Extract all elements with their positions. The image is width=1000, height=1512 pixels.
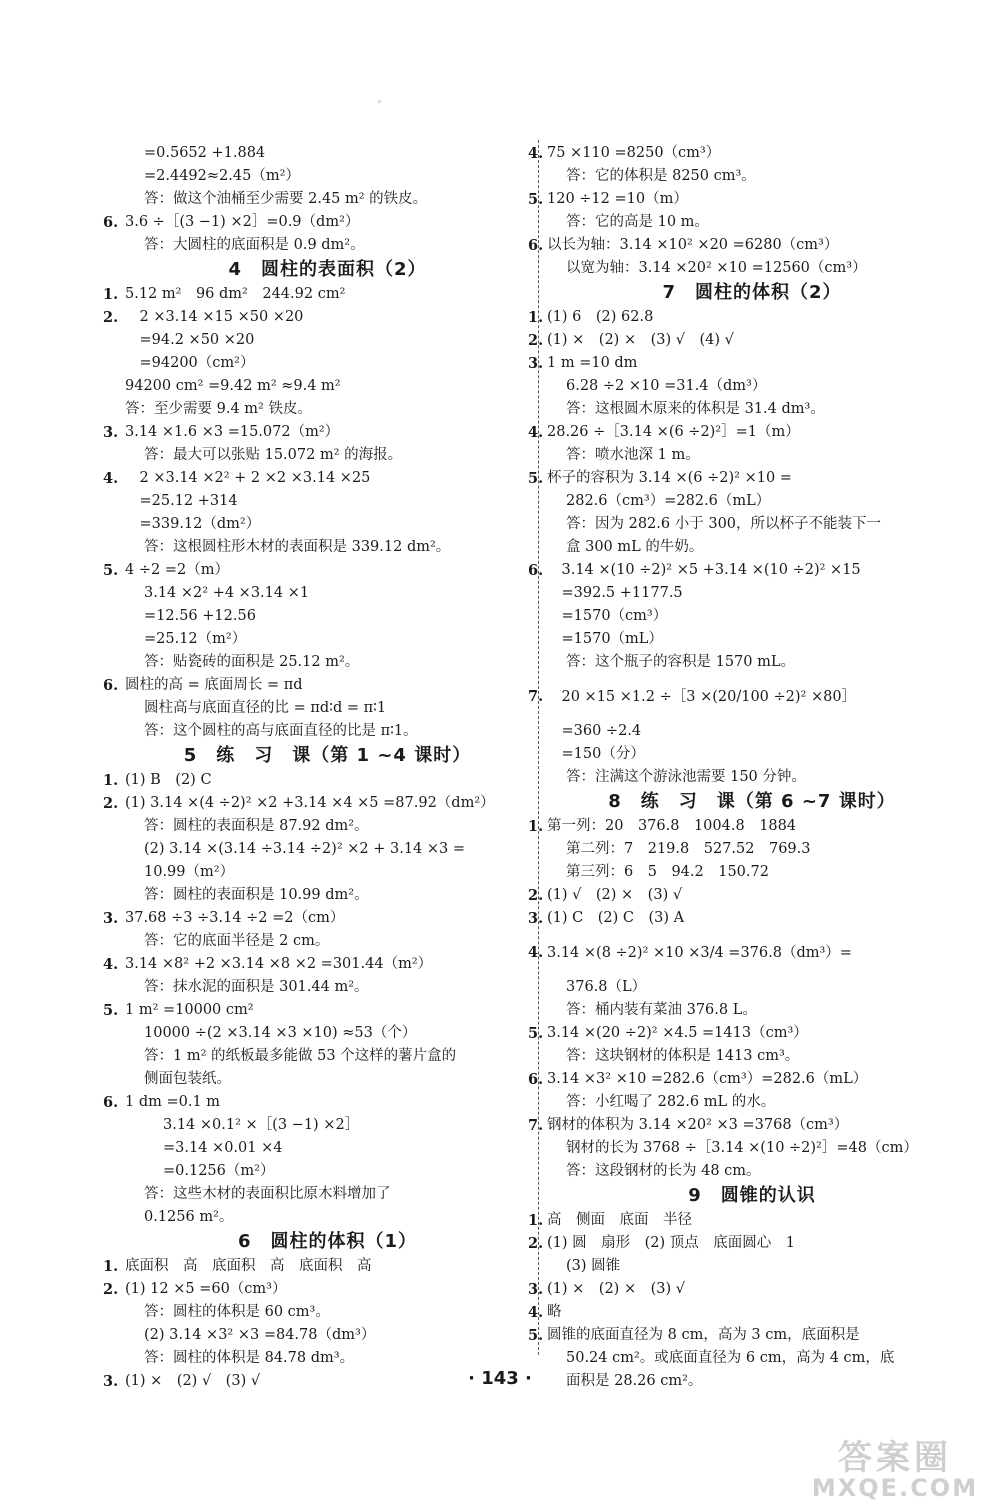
item-text: 1 m =10 dm — [547, 355, 638, 371]
answer-line: 3.14 ×2² +4 ×3.14 ×1 — [144, 585, 310, 601]
watermark-url: MXQE.COM — [811, 1474, 979, 1502]
answer-item — [103, 674, 530, 697]
answer-line: 答：桶内装有菜油 376.8 L。 — [566, 1002, 757, 1018]
answer-line: =12.56 +12.56 — [144, 608, 256, 624]
item-text: 2 ×3.14 ×15 ×50 ×20 — [125, 309, 304, 325]
item-number: 5. — [528, 191, 544, 208]
left-column — [103, 142, 530, 1393]
answer-line: 盒 300 mL 的牛奶。 — [566, 539, 704, 555]
section-title: 5 练 习 课（第 1 ~4 课时） — [183, 745, 472, 766]
answer-line: 答：这块钢材的体积是 1413 cm³。 — [566, 1048, 800, 1064]
item-text: 4 ÷2 =2（m） — [125, 562, 229, 578]
answer-line: =94200（cm²） — [125, 355, 255, 371]
item-text: 28.26 ÷［3.14 ×(6 ÷2)²］=1（m） — [547, 424, 800, 440]
answer-line: 答：它的高是 10 m。 — [566, 214, 709, 230]
answer-line: 答：这个圆柱的高与底面直径的比是 π∶1。 — [144, 723, 418, 739]
item-number: 1. — [528, 309, 544, 326]
answer-line: 10000 ÷(2 ×3.14 ×3 ×10) ≈53（个） — [144, 1025, 417, 1041]
section-title: 4 圆柱的表面积（2） — [228, 259, 427, 280]
section-title: 8 练 习 课（第 6 ~7 课时） — [608, 791, 896, 812]
answer-item — [528, 467, 957, 490]
item-number: 4. — [103, 470, 119, 487]
section-title: 9 圆锥的认识 — [688, 1185, 816, 1206]
answer-item — [103, 1278, 530, 1301]
answer-line: 答：圆柱的体积是 84.78 dm³。 — [144, 1350, 355, 1366]
answer-line: =1570（mL） — [547, 631, 663, 647]
item-text: 杯子的容积为 3.14 ×(6 ÷2)² ×10 = — [547, 470, 792, 486]
answer-line: 答：抹水泥的面积是 301.44 m²。 — [144, 979, 369, 995]
answer-line: =150（分） — [547, 746, 645, 762]
item-number: 5. — [103, 562, 119, 579]
answer-line: 答：这些木材的表面积比原木料增加了 — [144, 1186, 391, 1202]
answer-item — [528, 815, 957, 838]
answer-item — [528, 1232, 957, 1255]
answer-item — [103, 467, 530, 490]
answer-item — [103, 999, 530, 1022]
answer-line: 答：它的底面半径是 2 cm。 — [144, 933, 330, 949]
answer-item — [528, 1301, 957, 1324]
item-text: 圆锥的底面直径为 8 cm，高为 3 cm，底面积是 — [547, 1327, 860, 1343]
item-text: 以长为轴：3.14 ×10² ×20 =6280（cm³） — [547, 237, 839, 253]
item-number: 4. — [103, 956, 119, 973]
answer-line: 答：这个瓶子的容积是 1570 mL。 — [566, 654, 795, 670]
answer-line: 第三列：6 5 94.2 150.72 — [566, 864, 769, 880]
item-number: 2. — [103, 309, 119, 326]
item-text: (1) × (2) × (3) √ (4) √ — [547, 332, 734, 348]
item-text: 3.14 ×(10 ÷2)² ×5 +3.14 ×(10 ÷2)² ×15 — [547, 562, 861, 578]
answer-line: 答：圆柱的表面积是 87.92 dm²。 — [144, 818, 369, 834]
item-text: 37.68 ÷3 ÷3.14 ÷2 =2（cm） — [125, 910, 345, 926]
item-text: 120 ÷12 =10（m） — [547, 191, 688, 207]
answer-line: =0.1256（m²） — [163, 1163, 275, 1179]
answer-item — [528, 1278, 957, 1301]
item-text: 20 ×15 ×1.2 ÷［3 ×(20/100 ÷2)² ×80］ — [547, 689, 857, 705]
page-number: · 143 · — [468, 1368, 532, 1389]
answer-line: 10.99（m²） — [144, 864, 235, 880]
item-number: 4. — [528, 944, 544, 961]
answer-item — [528, 1324, 957, 1347]
answer-line: 6.28 ÷2 ×10 =31.4（dm³） — [566, 378, 767, 394]
item-number: 6. — [528, 562, 544, 579]
answer-line: 50.24 cm²。或底面直径为 6 cm，高为 4 cm，底 — [566, 1350, 895, 1366]
section-title: 6 圆柱的体积（1） — [237, 1231, 418, 1252]
item-number: 5. — [528, 470, 544, 487]
answer-line: 答：圆柱的表面积是 10.99 dm²。 — [144, 887, 369, 903]
answer-line: 答：这根圆柱形木材的表面积是 339.12 dm²。 — [144, 539, 451, 555]
watermark-text: 答案圈 — [838, 1438, 952, 1478]
answer-line: 答：喷水池深 1 m。 — [566, 447, 700, 463]
answer-item — [103, 1091, 530, 1114]
item-number: 1. — [103, 1258, 119, 1275]
answer-item — [103, 283, 530, 306]
answer-line: 答：大圆柱的底面积是 0.9 dm²。 — [144, 237, 365, 253]
answer-line: 282.6（cm³）=282.6（mL） — [566, 493, 771, 509]
item-text: 圆柱的高 = 底面周长 = πd — [125, 677, 303, 693]
answer-line: 答：最大可以张贴 15.072 m² 的海报。 — [144, 447, 403, 463]
answer-item — [528, 352, 957, 375]
item-number: 2. — [103, 1281, 119, 1298]
answer-line: =2.4492≈2.45（m²） — [144, 168, 300, 184]
item-text: 3.14 ×1.6 ×3 =15.072（m²） — [125, 424, 340, 440]
item-text: (1) C (2) C (3) A — [547, 910, 685, 926]
answer-line: (3) 圆锥 — [566, 1258, 621, 1274]
right-column — [528, 142, 957, 1393]
item-text: 1 m² =10000 cm² — [125, 1002, 254, 1018]
answer-line: 答：至少需要 9.4 m² 铁皮。 — [125, 401, 312, 417]
item-number: 2. — [528, 887, 544, 904]
answer-item — [528, 1114, 957, 1137]
item-text: 5.12 m² 96 dm² 244.92 cm² — [125, 286, 346, 302]
answer-line: 3.14 ×0.1² ×［(3 −1) ×2］ — [163, 1117, 360, 1133]
item-number: 3. — [528, 1281, 544, 1298]
item-number: 7. — [528, 688, 544, 705]
answer-line: =94.2 ×50 ×20 — [125, 332, 255, 348]
item-number: 6. — [528, 1071, 544, 1088]
item-text: 3.14 ×(8 ÷2)² ×10 ×3/4 =376.8（dm³）= — [547, 945, 852, 961]
answer-line: 钢材的长为 3768 ÷［3.14 ×(10 ÷2)²］=48（cm） — [566, 1140, 918, 1156]
answer-item — [528, 674, 957, 720]
answer-line: 答：圆柱的体积是 60 cm³。 — [144, 1304, 330, 1320]
answer-item — [103, 559, 530, 582]
answer-item — [103, 792, 530, 815]
item-text: 1 dm =0.1 m — [125, 1094, 221, 1110]
item-text: (1) B (2) C — [125, 772, 212, 788]
item-number: 6. — [103, 1094, 119, 1111]
item-text: 第一列：20 376.8 1004.8 1884 — [547, 818, 797, 834]
item-text: 钢材的体积为 3.14 ×20² ×3 =3768（cm³） — [547, 1117, 849, 1133]
answer-line: =25.12 +314 — [125, 493, 238, 509]
answer-line: 答：1 m² 的纸板最多能做 53 个这样的薯片盒的 — [144, 1048, 457, 1064]
item-number: 6. — [103, 677, 119, 694]
answer-item — [103, 907, 530, 930]
item-number: 3. — [103, 910, 119, 927]
answer-item — [528, 188, 957, 211]
item-text: (1) 6 (2) 62.8 — [547, 309, 654, 325]
item-text: 75 ×110 =8250（cm³） — [547, 145, 721, 161]
answer-item — [528, 884, 957, 907]
answer-item — [103, 1255, 530, 1278]
item-text: (1) 3.14 ×(4 ÷2)² ×2 +3.14 ×4 ×5 =87.92（dm²） — [125, 795, 495, 811]
answer-line: 答：做这个油桶至少需要 2.45 m² 的铁皮。 — [144, 191, 428, 207]
item-text: 3.14 ×(20 ÷2)² ×4.5 =1413（cm³） — [547, 1025, 808, 1041]
answer-item — [528, 907, 957, 930]
answer-item — [528, 306, 957, 329]
item-text: (1) × (2) √ (3) √ — [125, 1373, 261, 1389]
item-text: (1) √ (2) × (3) √ — [547, 887, 683, 903]
item-number: 5. — [103, 1002, 119, 1019]
answer-line: 376.8（L） — [566, 979, 647, 995]
answer-line: 答：因为 282.6 小于 300，所以杯子不能装下一 — [566, 516, 882, 532]
answer-line: 以宽为轴：3.14 ×20² ×10 =12560（cm³） — [566, 260, 867, 276]
answer-line: 答：注满这个游泳池需要 150 分钟。 — [566, 769, 806, 785]
answer-item — [103, 421, 530, 444]
item-number: 2. — [103, 795, 119, 812]
item-text: 底面积 高 底面积 高 底面积 高 — [125, 1258, 372, 1274]
answer-line: =25.12（m²） — [144, 631, 247, 647]
answer-line: =1570（cm³） — [547, 608, 668, 624]
item-number: 5. — [528, 1025, 544, 1042]
answer-line: 0.1256 m²。 — [144, 1209, 234, 1225]
answer-line: =3.14 ×0.01 ×4 — [163, 1140, 283, 1156]
item-number: 4. — [528, 145, 544, 162]
item-text: (1) × (2) × (3) √ — [547, 1281, 685, 1297]
item-text: 略 — [547, 1304, 562, 1320]
item-text: 高 侧面 底面 半径 — [547, 1212, 692, 1228]
item-number: 2. — [528, 332, 544, 349]
item-text: 3.14 ×8² +2 ×3.14 ×8 ×2 =301.44（m²） — [125, 956, 433, 972]
answer-line: 圆柱高与底面直径的比 = πd∶d = π∶1 — [144, 700, 387, 716]
answer-line: 答：这根圆木原来的体积是 31.4 dm³。 — [566, 401, 825, 417]
answer-line: 面积是 28.26 cm²。 — [566, 1373, 703, 1389]
answer-line: 答：这段钢材的长为 48 cm。 — [566, 1163, 761, 1179]
item-number: 2. — [528, 1235, 544, 1252]
answer-item — [103, 769, 530, 792]
answer-item — [528, 1022, 957, 1045]
item-number: 5. — [528, 1327, 544, 1344]
answer-line: 侧面包装纸。 — [144, 1071, 231, 1087]
answer-line: 第二列：7 219.8 527.52 769.3 — [566, 841, 811, 857]
item-number: 4. — [528, 1304, 544, 1321]
answer-line: =339.12（dm²） — [125, 516, 261, 532]
answer-line: (2) 3.14 ×3² ×3 =84.78（dm³） — [144, 1327, 376, 1343]
answer-item — [528, 559, 957, 582]
answer-line: 答：它的体积是 8250 cm³。 — [566, 168, 756, 184]
item-text: 3.14 ×3² ×10 =282.6（cm³）=282.6（mL） — [547, 1071, 868, 1087]
item-number: 1. — [103, 286, 119, 303]
answer-item — [528, 329, 957, 352]
item-number: 7. — [528, 1117, 544, 1134]
answer-item — [528, 1068, 957, 1091]
item-number: 1. — [528, 818, 544, 835]
item-number: 3. — [528, 355, 544, 372]
answer-item — [528, 142, 957, 165]
answer-line: (2) 3.14 ×(3.14 ÷3.14 ÷2)² ×2 + 3.14 ×3 = — [144, 841, 466, 857]
answer-item — [103, 953, 530, 976]
answer-line: 94200 cm² =9.42 m² ≈9.4 m² — [125, 378, 341, 394]
answer-item — [528, 421, 957, 444]
answer-line: =392.5 +1177.5 — [547, 585, 683, 601]
item-number: 3. — [103, 1373, 119, 1390]
answer-line: 答：小红喝了 282.6 mL 的水。 — [566, 1094, 776, 1110]
item-text: (1) 12 ×5 =60（cm³） — [125, 1281, 287, 1297]
item-text: 3.6 ÷［(3 −1) ×2］=0.9（dm²） — [125, 214, 360, 230]
answer-item — [528, 234, 957, 257]
item-text: 2 ×3.14 ×2² + 2 ×2 ×3.14 ×25 — [125, 470, 371, 486]
scan-speck — [378, 100, 381, 103]
answer-line: =360 ÷2.4 — [547, 723, 642, 739]
item-number: 3. — [528, 910, 544, 927]
answer-line: =0.5652 +1.884 — [144, 145, 266, 161]
answer-item — [103, 306, 530, 329]
item-number: 6. — [528, 237, 544, 254]
watermark-logo — [800, 1430, 990, 1505]
answer-item — [528, 930, 957, 976]
item-number: 1. — [528, 1212, 544, 1229]
item-text: (1) 圆 扇形 (2) 顶点 底面圆心 1 — [547, 1235, 796, 1251]
item-number: 6. — [103, 214, 119, 231]
item-number: 1. — [103, 772, 119, 789]
answer-item — [103, 211, 530, 234]
section-title: 7 圆柱的体积（2） — [662, 282, 842, 303]
answer-line: 答：贴瓷砖的面积是 25.12 m²。 — [144, 654, 360, 670]
item-number: 4. — [528, 424, 544, 441]
item-number: 3. — [103, 424, 119, 441]
answer-item — [528, 1209, 957, 1232]
